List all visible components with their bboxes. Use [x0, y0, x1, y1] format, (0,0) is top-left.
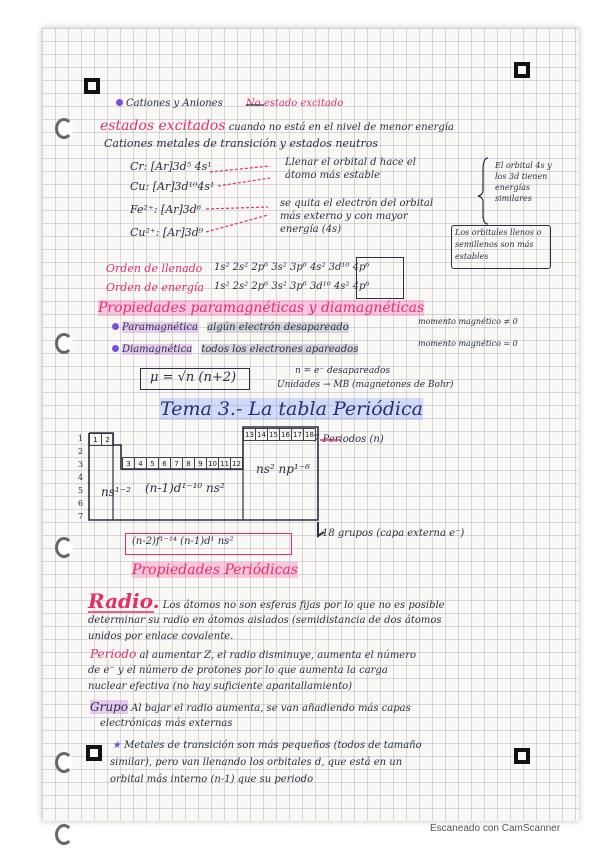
grupo-label: Grupo	[90, 700, 128, 714]
radio-text-3: unidos por enlace covalente.	[88, 631, 234, 642]
periodo-text-1: al aumentar Z, el radio disminuye, aumenta el número	[139, 650, 417, 661]
arrow-fe	[206, 207, 268, 209]
metal-text-1: son más pequeños (todos de tamaño	[237, 740, 422, 751]
metal-text-2: similar), pero van llenando los orbitales d, que está en un	[110, 757, 403, 768]
group-number-cell: 11	[218, 457, 231, 470]
scanner-footer: Escaneado con CamScanner	[430, 823, 561, 834]
metal-text-3: orbital más interno (n-1) que su periodo	[110, 774, 314, 785]
config-cu2: Cu²⁺: [Ar]3d⁹	[130, 226, 204, 239]
group-number-cell: 7	[170, 457, 183, 470]
block-d-label: (n-1)d¹⁻¹⁰ ns²	[145, 481, 225, 495]
periodic-table-outline	[89, 427, 318, 520]
excited-states-text: cuando no está en el nivel de menor energía	[228, 122, 454, 133]
formula-n-def: n = e⁻ desapareados	[295, 366, 390, 376]
group-number-cell: 9	[194, 457, 207, 470]
grupo-text-1: Al bajar el radio aumenta, se van añadiendo más capas	[131, 703, 411, 714]
dia-text: todos los electrones apareados	[201, 344, 359, 355]
para-moment: momento magnético ≠ 0	[418, 317, 518, 326]
brace	[478, 158, 488, 224]
group-number-cell: 3	[122, 457, 135, 470]
para-label: Paramagnética	[122, 322, 198, 333]
periodo-label: Periodo	[90, 647, 137, 661]
periodic-properties-title: Propiedades Periódicas	[132, 562, 298, 578]
cations-transition-line: Cationes metales de transición y estados neutros	[104, 137, 379, 150]
arrow-cu	[218, 178, 270, 186]
magnetism-title: Propiedades paramagnéticas y diamagnéticas	[98, 300, 425, 316]
fill-order-label: Orden de llenado	[106, 262, 203, 275]
periodo-text-3: nuclear efectiva (no hay suficiente apantallamiento)	[88, 681, 353, 692]
group-number-cell: 1	[89, 433, 102, 446]
block-s-label: ns¹⁻²	[101, 485, 131, 499]
period-number: 6	[78, 499, 84, 508]
periods-label: 7 Periodos (n)	[313, 434, 384, 445]
para-text: algún electrón desapareado	[207, 322, 349, 333]
radio-text-2: determinar su radio en átomos aislados (semidistancia de dos átomos	[88, 615, 442, 626]
period-number: 5	[78, 486, 84, 495]
radio-text-1: Los átomos no son esferas fijas por lo que no es posible	[162, 600, 445, 611]
group-number-cell: 16	[279, 428, 292, 441]
group-number-cell: 4	[134, 457, 147, 470]
tema-title: Tema 3.- La tabla Periódica	[160, 398, 423, 420]
period-number: 7	[78, 512, 84, 521]
magnetic-formula: μ = √n (n+2)	[150, 370, 237, 385]
stable-orbitals-note: Los orbitales llenos o semillenos son más estables	[455, 228, 542, 261]
group-number-cell: 18	[303, 428, 316, 441]
period-number: 3	[78, 460, 84, 469]
radio-label: Radio.	[88, 589, 160, 613]
group-number-cell: 13	[243, 428, 256, 441]
formula-units: Unidades → MB (magnetones de Bohr)	[277, 380, 454, 390]
excited-states-label: estados excitados	[100, 118, 226, 134]
period-number: 2	[78, 447, 84, 456]
group-number-cell: 14	[255, 428, 268, 441]
energy-order-sequence: 1s² 2s² 2p⁶ 3s² 3p⁶ 3d¹⁰ 4s² 4p⁶	[214, 281, 370, 292]
metal-label: Metales de transición	[124, 740, 235, 751]
config-cr: Cr: [Ar]3d⁵ 4s¹	[130, 160, 212, 173]
group-number-cell: 15	[267, 428, 280, 441]
groups-arrow	[318, 522, 324, 536]
groups-label: 18 grupos (capa externa e⁻)	[322, 528, 465, 539]
not-excited-label: No estado excitado	[245, 98, 344, 109]
dia-moment: momento magnético = 0	[418, 339, 518, 348]
note-remove-electron: se quita el electrón del orbital más externo y con mayor energía (4s)	[280, 198, 434, 235]
block-f-label: (n-2)f¹⁻¹⁴ (n-1)d¹ ns²	[132, 536, 234, 547]
group-number-cell: 6	[158, 457, 171, 470]
group-number-cell: 17	[291, 428, 304, 441]
dia-label: Diamagnética	[122, 344, 193, 355]
note-orbital-d: Llenar el orbital d hace el átomo más estable	[285, 157, 416, 181]
period-number: 1	[78, 434, 84, 443]
star-icon: ★	[112, 740, 121, 751]
period-number: 4	[78, 473, 84, 482]
group-number-cell: 2	[101, 433, 114, 446]
side-note-4s-3d: El orbital 4s y los 3d tienen energías similares	[495, 161, 552, 203]
fill-order-sequence: 1s² 2s² 2p⁶ 3s² 3p⁶ 4s² 3d¹⁰ 4p⁶	[214, 262, 370, 273]
group-number-cell: 5	[146, 457, 159, 470]
group-number-cell: 12	[230, 457, 243, 470]
grupo-text-2: electrónicas más externas	[100, 718, 233, 729]
block-p-label: ns² np¹⁻⁶	[256, 462, 310, 476]
periodo-text-2: de e⁻ y el número de protones por lo que aumenta la carga	[88, 665, 388, 676]
cations-heading: Cationes y Aniones No estado excitado	[116, 98, 343, 109]
group-number-cell: 8	[182, 457, 195, 470]
arrow-cr	[210, 166, 270, 172]
energy-order-label: Orden de energía	[106, 281, 204, 294]
arrow-cu2	[206, 215, 268, 232]
config-cu: Cu: [Ar]3d¹⁰4s¹	[130, 180, 215, 193]
config-fe: Fe²⁺: [Ar]3d⁶	[130, 203, 202, 216]
group-number-cell: 10	[206, 457, 219, 470]
